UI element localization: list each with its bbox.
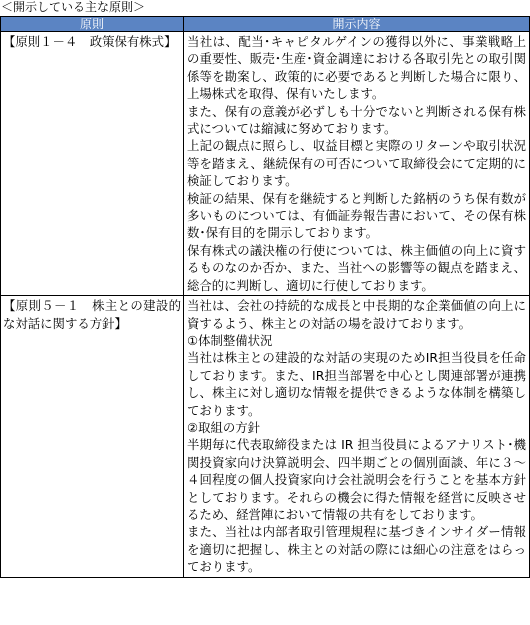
table-row <box>1 32 530 296</box>
principle-name: 【原則１－４ 政策保有株式】 <box>1 32 184 296</box>
table-row <box>1 296 530 578</box>
disclosure-paragraph: 半期毎に代表取締役または IR 担当役員によるアナリスト･機関投資家向け決算説明会、四半期ごとの個別面談、年に３～４回程度の個人投資家向け会社説明会を行うことを基本方針としております。それらの機会に得た情報を経営に反映させるため、経営陣において情報の共有をしております。 <box>187 437 526 522</box>
table-header-row <box>1 17 530 32</box>
disclosure-paragraph: 当社は、会社の持続的な成長と中長期的な企業価値の向上に資するよう、株主との対話の場を設けております。 <box>187 298 526 331</box>
header-disclosure: 開示内容 <box>184 17 530 32</box>
principle-name: 【原則５－１ 株主との建設的な対話に関する方針】 <box>1 296 184 578</box>
disclosure-paragraph: また、当社は内部者取引管理規程に基づきインサイダー情報を適切に把握し、株主との対話の際には細心の注意をはらっております。 <box>187 524 526 575</box>
disclosure-content <box>184 296 530 578</box>
disclosure-paragraph: 当社は、配当･キャピタルゲインの獲得以外に、事業戦略上の重要性、販売･生産･資金調達における各取引先との取引関係等を勘案し、政策的に必要であると判断した場合に限り、上場株式を取得、保有いたします。 <box>187 34 526 102</box>
table-caption: ＜開示している主な原則＞ <box>1 0 146 14</box>
disclosure-content <box>184 32 530 296</box>
disclosure-paragraph: また、保有の意義が必ずしも十分でないと判断される保有株式については縮減に努めております。 <box>187 103 526 137</box>
section-heading: ②取組の方針 <box>187 419 261 435</box>
disclosure-paragraph: 保有株式の議決権の行使については、株主価値の向上に資するものなのか否か、また、当社への影響等の観点を踏まえ、総合的に判断し、適切に行使しております。 <box>187 242 526 293</box>
principles-table <box>0 16 530 578</box>
header-principle: 原則 <box>1 17 184 32</box>
disclosure-paragraph: 検証の結果、保有を継続すると判断した銘柄のうち保有数が多いものについては、有価証券報告書において、その保有株数･保有目的を開示しております。 <box>187 190 526 241</box>
disclosure-paragraph: 上記の観点に照らし、収益目標と実際のリターンや取引状況等を踏まえ、継続保有の可否について取締役会にて定期的に検証しております。 <box>187 138 526 189</box>
disclosure-paragraph: 当社は株主との建設的な対話の実現のためIR担当役員を任命しております。また、IR担当部署を中心とし関連部署が連携し、株主に対し適切な情報を提供できるような体制を構築しております。 <box>187 350 526 418</box>
section-heading: ①体制整備状況 <box>187 332 273 348</box>
